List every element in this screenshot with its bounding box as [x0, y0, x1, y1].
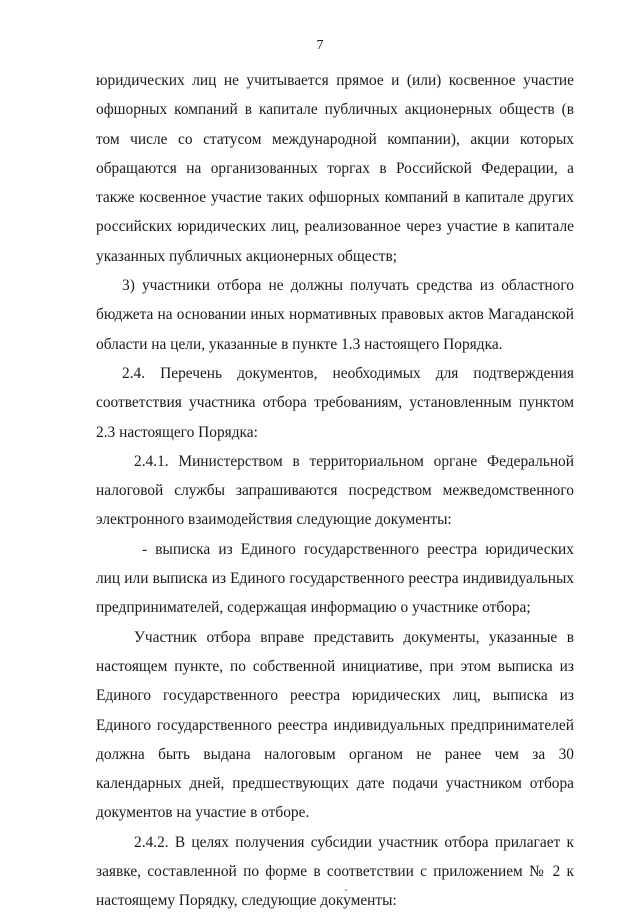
paragraph-item-3: 3) участники отбора не должны получать средства из областного бюджета на основании иных нормативных правовых актов Магаданской области на цели, указанные в пункте 1.3 настоящего Порядка.: [96, 277, 574, 353]
paragraph-own-initiative: Участник отбора вправе представить документы, указанные в настоящем пункте, по собственной инициативе, при этом выписка из Единого государственного реестра юридических лиц, выписка из Единого государственного реестра индивидуальных предпринимателей должна быть выдана налоговым органом не ранее чем за 30 календарных дней, предшествующих дате подачи участником отбора документов на участие в отборе.: [96, 628, 574, 822]
paragraph-offshore-participation: юридических лиц не учитывается прямое и (или) косвенное участие офшорных компаний в капитале публичных акционерных обществ (в том числе со статусом международной компании), акции которых обращаются на организованных торгах в Российской Федерации, а также косвенное участие таких офшорных компаний в капитале других российских юридических лиц, реализованное через участие в капитале указанных публичных акционерных обществ;: [96, 72, 574, 265]
paragraph-2-4-2: 2.4.2. В целях получения субсидии участник отбора прилагает к заявке, составленной по форме в соответствии с приложением № 2 к настоящему Порядку, следующие документы:: [96, 833, 574, 910]
paragraph-2-4: 2.4. Перечень документов, необходимых для подтверждения соответствия участника отбора требованиям, установленным пунктом 2.3 настоящего Порядка:: [96, 364, 574, 441]
page-number: 7: [316, 38, 324, 53]
paragraph-registry-extract: - выписка из Единого государственного реестра юридических лиц или выписка из Единого государственного реестра индивидуальных предпринимателей, содержащая информацию о участнике отбора;: [96, 540, 574, 617]
document-body: [96, 66, 574, 916]
paragraph-2-4-1: 2.4.1. Министерством в территориальном органе Федеральной налоговой службы запрашиваются посредством межведомственного электронного взаимодействия следующие документы:: [96, 452, 574, 529]
scan-speck: [345, 889, 347, 891]
